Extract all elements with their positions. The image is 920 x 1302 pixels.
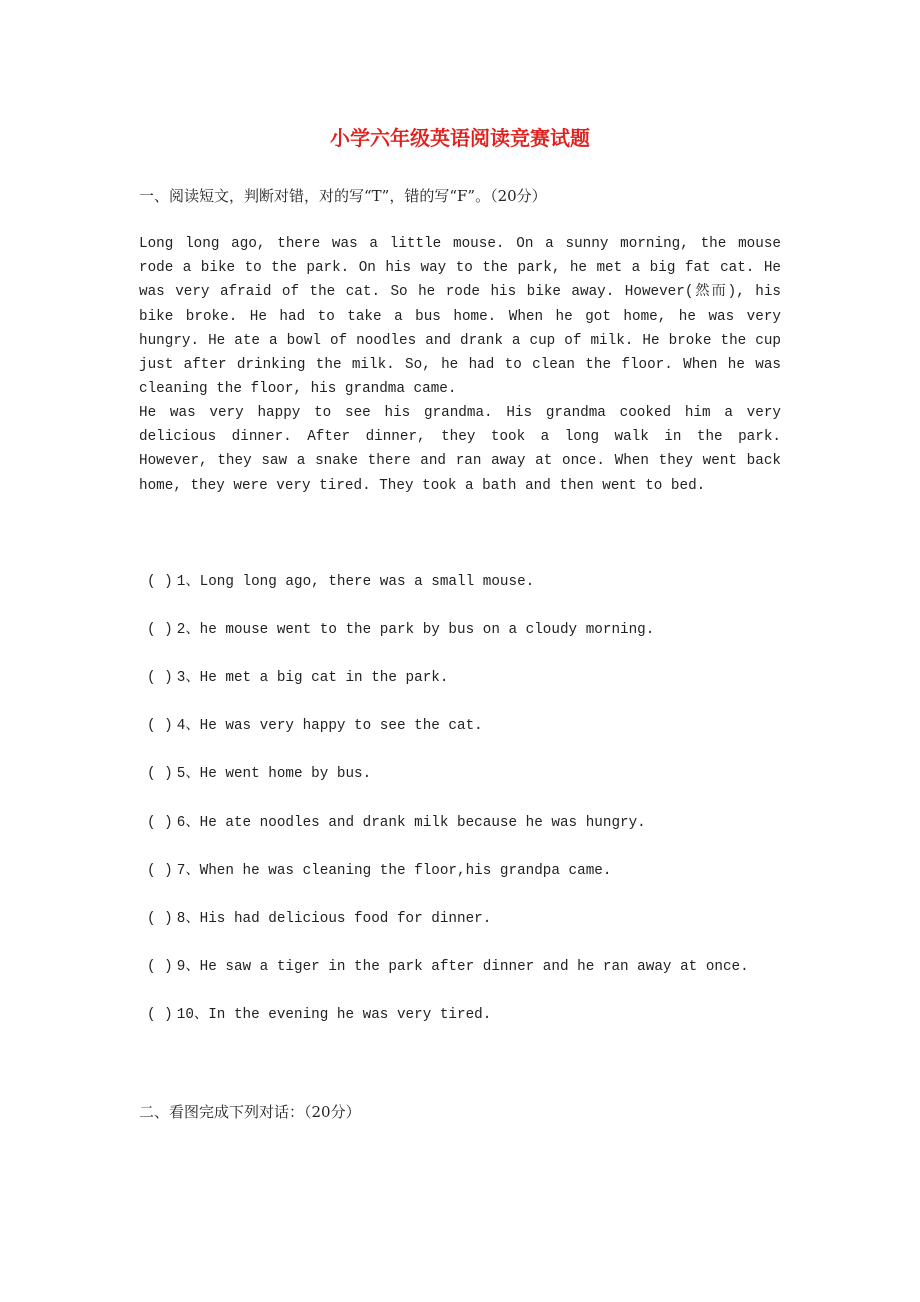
question-item: [147, 1005, 491, 1025]
reading-paragraph-2: He was very happy to see his grandma. His grandma cooked him a very delicious dinner. After dinner, they took a long walk in the park. However, they saw a snake there and ran away at once. When they went back home, they were very tired. They took a bath and then went to bed.: [139, 405, 781, 494]
question-item: [147, 813, 646, 833]
answer-blank: ( ): [147, 911, 173, 927]
section-1-heading: 一、阅读短文，判断对错，对的写“T”，错的写“F”。（20分）: [139, 187, 547, 205]
question-item: [147, 620, 654, 640]
answer-blank: ( ): [147, 1007, 173, 1023]
section-2-heading: 二、看图完成下列对话：（20分）: [139, 1103, 361, 1121]
question-text: 6、He ate noodles and drank milk because he was hungry.: [176, 815, 646, 831]
question-item: [147, 716, 483, 736]
question-text: 2、he mouse went to the park by bus on a cloudy morning.: [176, 622, 655, 638]
question-text: 4、He was very happy to see the cat.: [176, 718, 483, 734]
question-text: 1、Long long ago, there was a small mouse.: [176, 574, 535, 590]
answer-blank: ( ): [147, 815, 173, 831]
answer-blank: ( ): [147, 863, 173, 879]
question-item: [147, 764, 371, 784]
reading-paragraph-1: Long long ago, there was a little mouse. On a sunny morning, the mouse rode a bike to the park. On his way to the park, he met a big fat cat. He was very afraid of the cat. So he rode his bike away. However(然而), his bike broke. He had to take a bus home. When he got home, he was very hungry. He ate a bowl of noodles and drank a cup of milk. He broke the cup just after drinking the milk. So, he had to clean the floor. When he was cleaning the floor, his grandma came.: [139, 236, 781, 398]
question-text: 8、His had delicious food for dinner.: [176, 911, 492, 927]
answer-blank: ( ): [147, 622, 173, 638]
question-text: 10、In the evening he was very tired.: [176, 1007, 492, 1023]
question-text: 3、He met a big cat in the park.: [176, 670, 449, 686]
page-title: 小学六年级英语阅读竞赛试题: [330, 126, 590, 150]
question-item: [147, 668, 448, 688]
question-item: [147, 909, 491, 929]
question-text: 9、He saw a tiger in the park after dinner and he ran away at once.: [176, 959, 749, 975]
answer-blank: ( ): [147, 959, 173, 975]
question-item: [147, 572, 534, 592]
question-item: [147, 957, 749, 977]
answer-blank: ( ): [147, 766, 173, 782]
answer-blank: ( ): [147, 718, 173, 734]
question-text: 7、When he was cleaning the floor,his grandpa came.: [176, 863, 612, 879]
question-item: [147, 861, 611, 881]
answer-blank: ( ): [147, 670, 173, 686]
question-text: 5、He went home by bus.: [176, 766, 372, 782]
answer-blank: ( ): [147, 574, 173, 590]
